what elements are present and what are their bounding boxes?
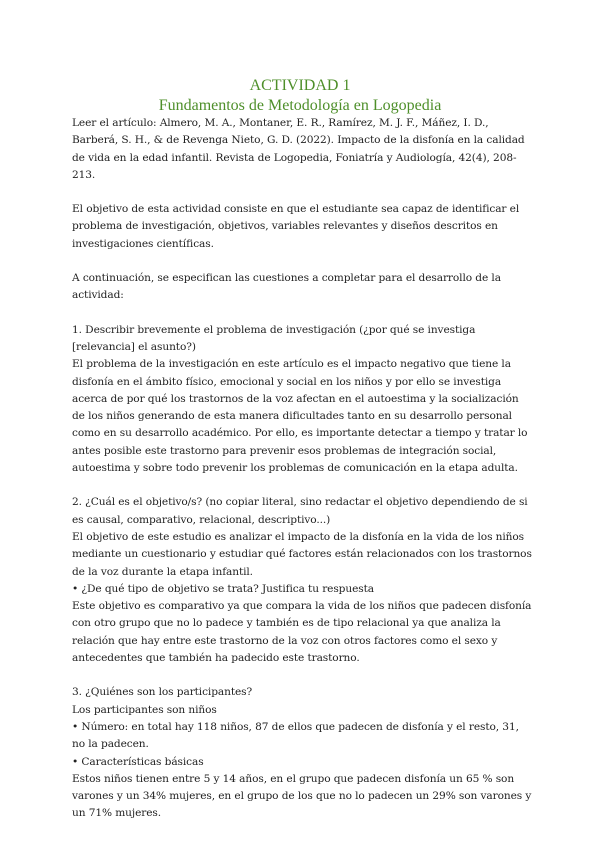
intro-paragraph: A continuación, se especifican las cuestiones a completar para el desarrollo de la actividad: [72, 272, 501, 302]
answer-2: El objetivo de este estudio es analizar el impacto de la disfonía en la vida de los niños mediante un cuestionario y estudiar qué factores están relacionados con los trastornos de la voz durante la etapa infantil. [72, 530, 532, 578]
answer-2-objective-type: Este objetivo es comparativo ya que compara la vida de los niños que padecen disfonía con otro grupo que no lo padece y también es de tipo relacional ya que analiza la relación que hay entre este trastorno de la voz con otros factores como el sexo y antecedentes que también ha padecido este trastorno. [72, 600, 532, 665]
participants-number-item: • Número: en total hay 118 niños, 87 de ellos que padecen de disfonía y el resto, 31, no la padecen. [72, 720, 519, 751]
objective-paragraph: El objetivo de esta actividad consiste en que el estudiante sea capaz de identificar el problema de investigación, objetivos, variables relevantes y diseños descritos en investigaciones científicas. [72, 203, 520, 250]
document-subtitle: Fundamentos de Metodología en Logopedia [158, 97, 442, 114]
question-3: 3. ¿Quiénes son los participantes? [72, 686, 253, 699]
question-2: 2. ¿Cuál es el objetivo/s? (no copiar literal, sino redactar el objetivo dependiendo de si es causal, comparativo, relacional, descriptivo...) [72, 496, 528, 526]
answer-1: El problema de la investigación en este artículo es el impacto negativo que tiene la disfonía en el ámbito físico, emocional y social en los niños y por ello se investiga acerca de por qué los trastornos de la voz afectan en el autoestima y la socialización de los niños generando de esta manera dificultades tanto en su desarrollo personal como en su desarrollo académico. Por ello, es importante detectar a tiempo y tratar lo antes posible este trastorno para prevenir esos problemas de integración social, autoestima y sobre todo prevenir los problemas de comunicación en la etapa adulta. [72, 358, 528, 475]
participants-characteristics-answer: Estos niños tienen entre 5 y 14 años, en el grupo que padecen disfonía un 65 % son varones y un 34% mujeres, en el grupo de los que no lo padecen un 29% son varones y un 71% mujeres. [72, 772, 532, 820]
reference-paragraph: Leer el artículo: Almero, M. A., Montaner, E. R., Ramírez, M. J. F., Máñez, I. D., Barberá, S. H., & de Revenga Nieto, G. D. (2022). Impacto de la disfonía en la calidad de vida en la edad infantil. Revista de Logopedia, Foniatría y Audiología, 42(4), 208-213. [72, 117, 525, 181]
participants-characteristics-item: • Características básicas [72, 755, 204, 768]
answer-3: Los participantes son niños [72, 703, 217, 716]
document-title: ACTIVIDAD 1 [249, 77, 351, 94]
question-1: 1. Describir brevemente el problema de investigación (¿por qué se investiga [relevancia] el asunto?) [72, 323, 476, 353]
question-2-objective-type: • ¿De qué tipo de objetivo se trata? Justifica tu respuesta [72, 582, 374, 595]
document-body [72, 115, 532, 823]
